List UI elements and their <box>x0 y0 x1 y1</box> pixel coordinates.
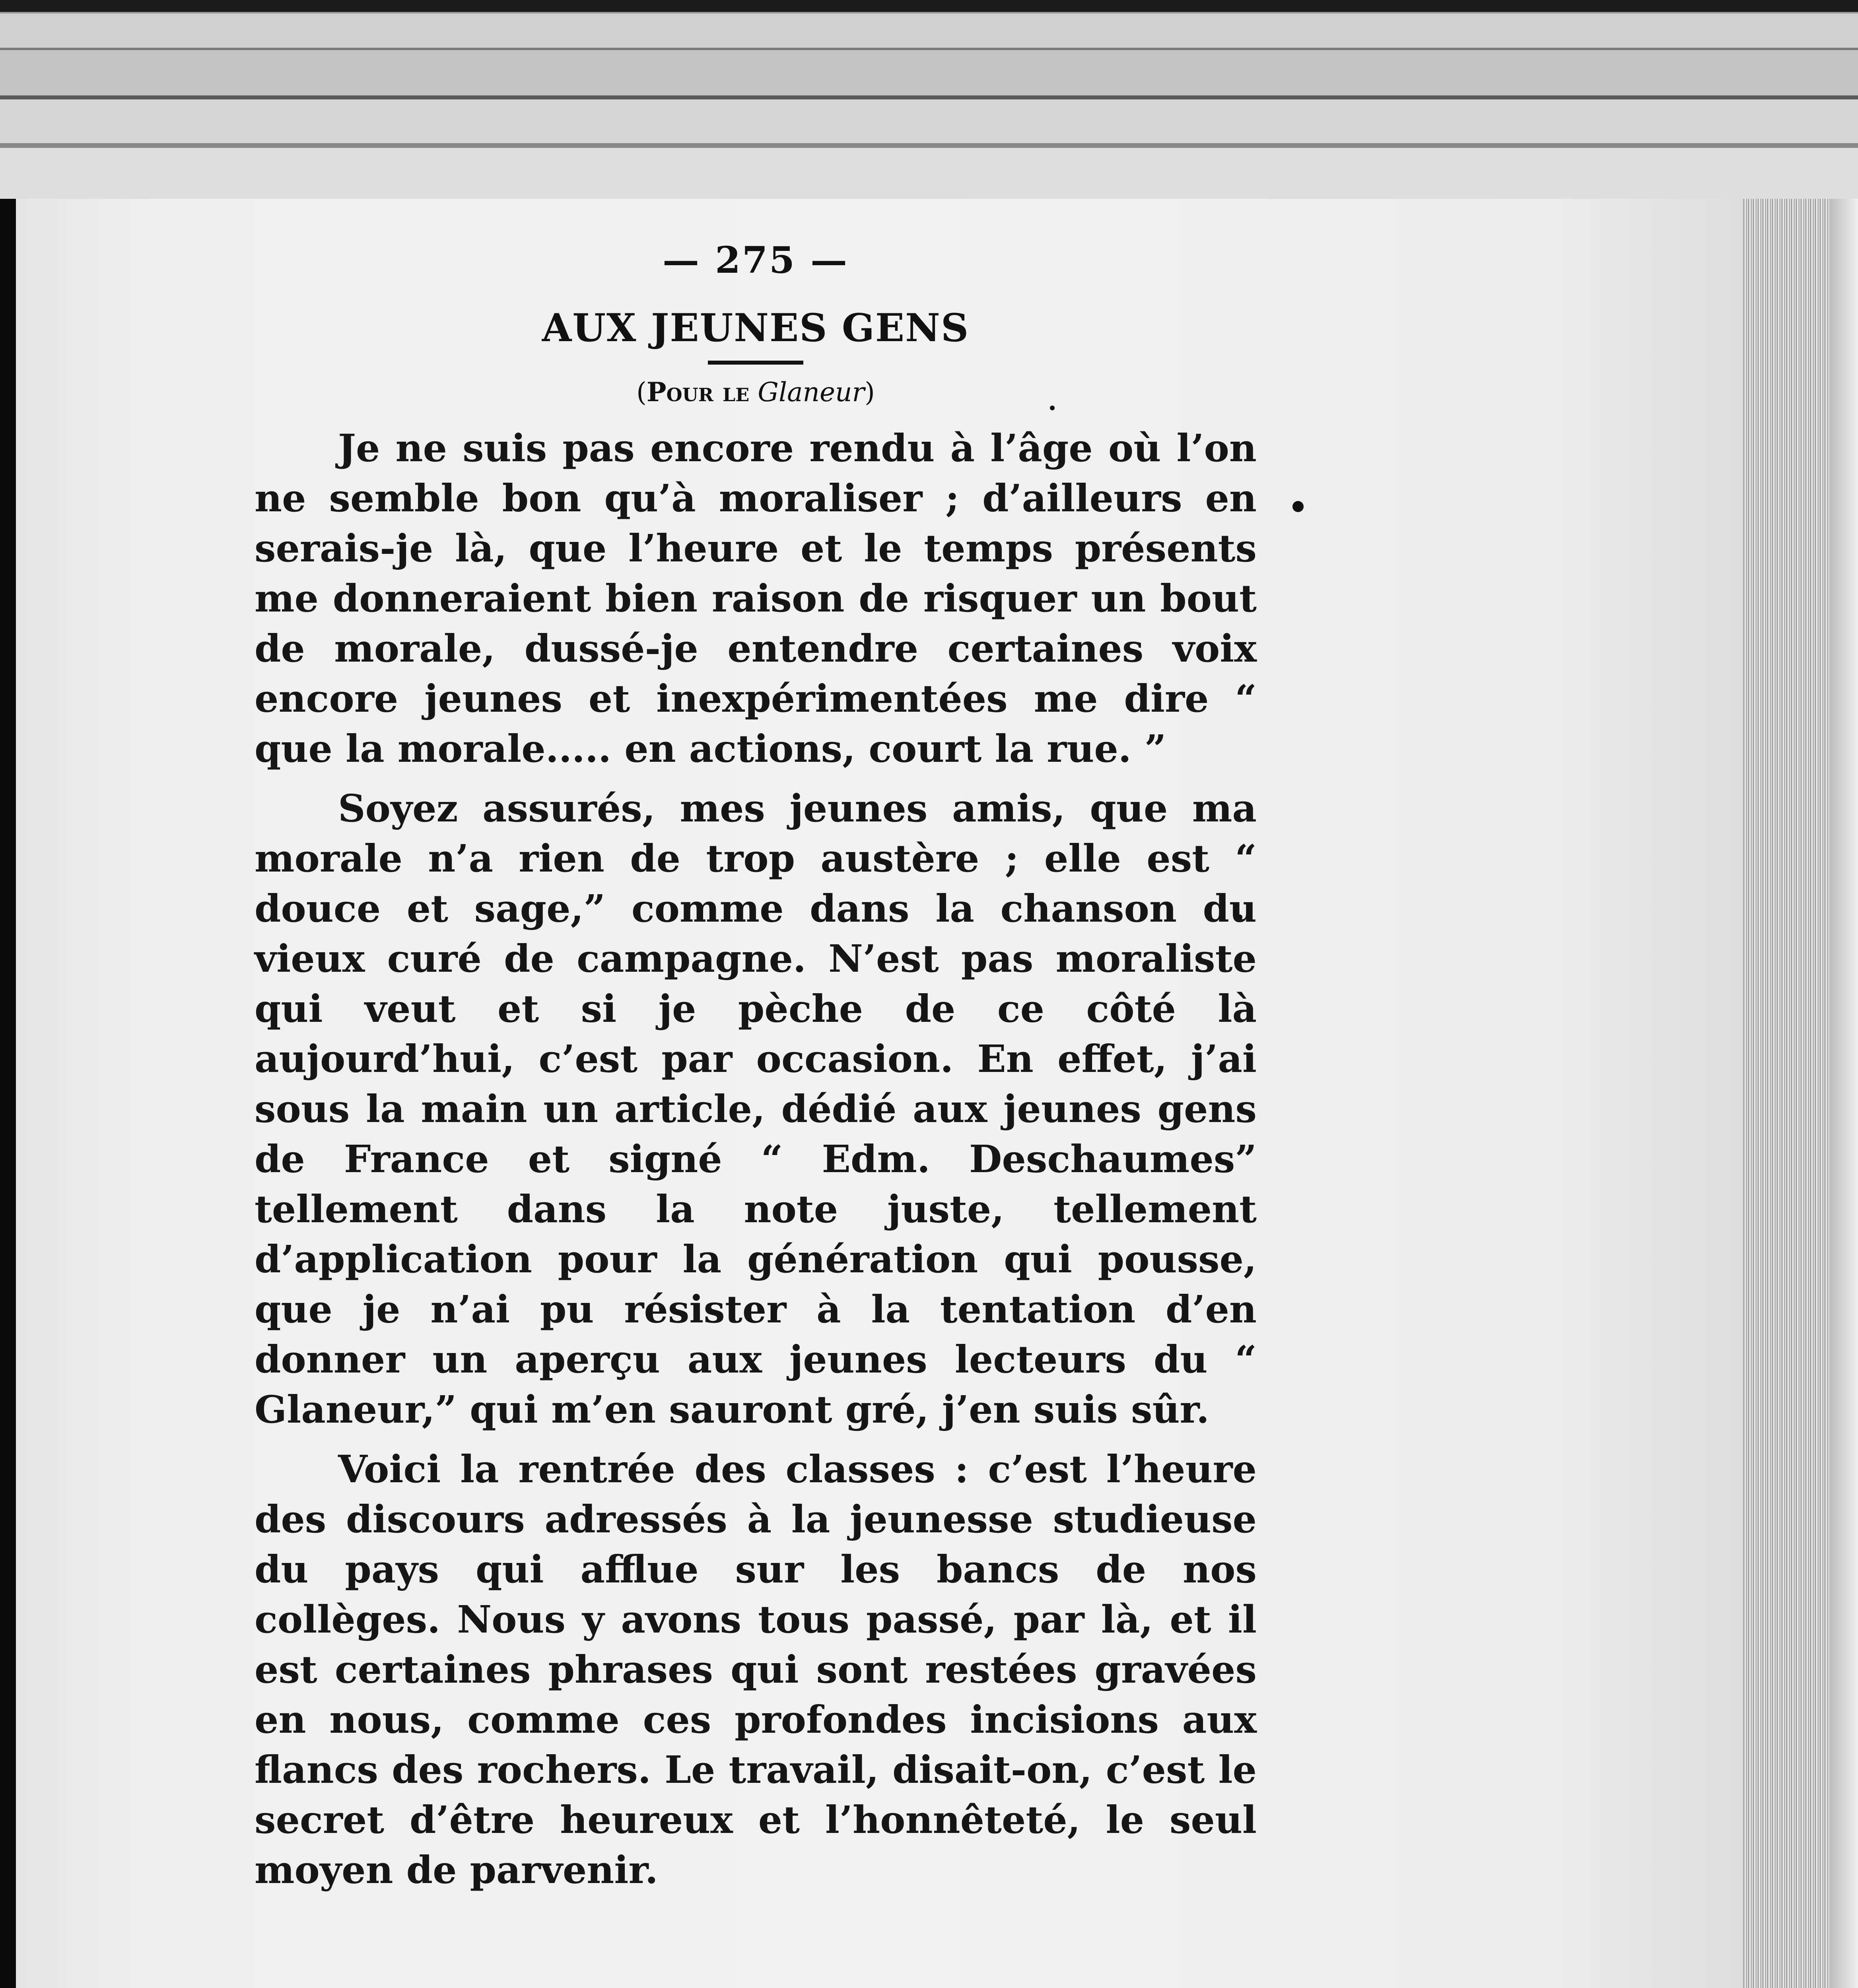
top-torn-edge <box>0 0 1858 199</box>
page-number: — 275 — <box>662 239 849 282</box>
byline-open: ( <box>636 377 647 408</box>
byline-source: Glaneur <box>758 377 865 408</box>
paragraph: Je ne suis pas encore rendu à l’âge où l’on ne semble bon qu’à moraliser ; d’ailleurs en serais-je là, que l’heure et le temps présents me donneraient bien raison de risquer un bout de morale, dussé-je entendre certaines voix encore jeunes et inexpérimentées me dire “ que la morale..... en actions, court la rue. ” <box>255 426 1257 771</box>
byline-prefix: Pour le <box>646 377 750 408</box>
title-rule <box>708 361 803 365</box>
byline-close: ) <box>865 377 875 408</box>
paragraph: Voici la rentrée des classes : c’est l’heure des discours adressés à la jeunesse studieuse du pays qui afflue sur les bancs de nos collèges. Nous y avons tous passé, par là, et il est certaines phrases qui sont restées gravées en nous, comme ces profondes incisions aux flancs des rochers. Le travail, disait-on, c’est le secret d’être heureux et l’honnêteté, le seul moyen de parvenir. <box>255 1447 1257 1892</box>
article <box>255 239 1257 1905</box>
page-edges-shadow <box>1829 0 1858 1988</box>
ink-speck <box>1292 501 1304 512</box>
article-title: AUX JEUNES GENS <box>542 305 970 350</box>
article-byline <box>255 377 1257 408</box>
paragraph: Soyez assurés, mes jeunes amis, que ma morale n’a rien de trop austère ; elle est “ douce et sage,” comme dans la chanson du vieux curé de campagne. N’est pas moraliste qui veut et si je pèche de ce côté là aujourd’hui, c’est par occasion. En effet, j’ai sous la main un article, dédié aux jeunes gens de France et signé “ Edm. Deschaumes” tellement dans la note juste, tellement d’application pour la génération qui pousse, que je n’ai pu résister à la tentation d’en donner un aperçu aux jeunes lecteurs du “ Glaneur,” qui m’en sauront gré, j’en suis sûr. <box>255 786 1257 1432</box>
